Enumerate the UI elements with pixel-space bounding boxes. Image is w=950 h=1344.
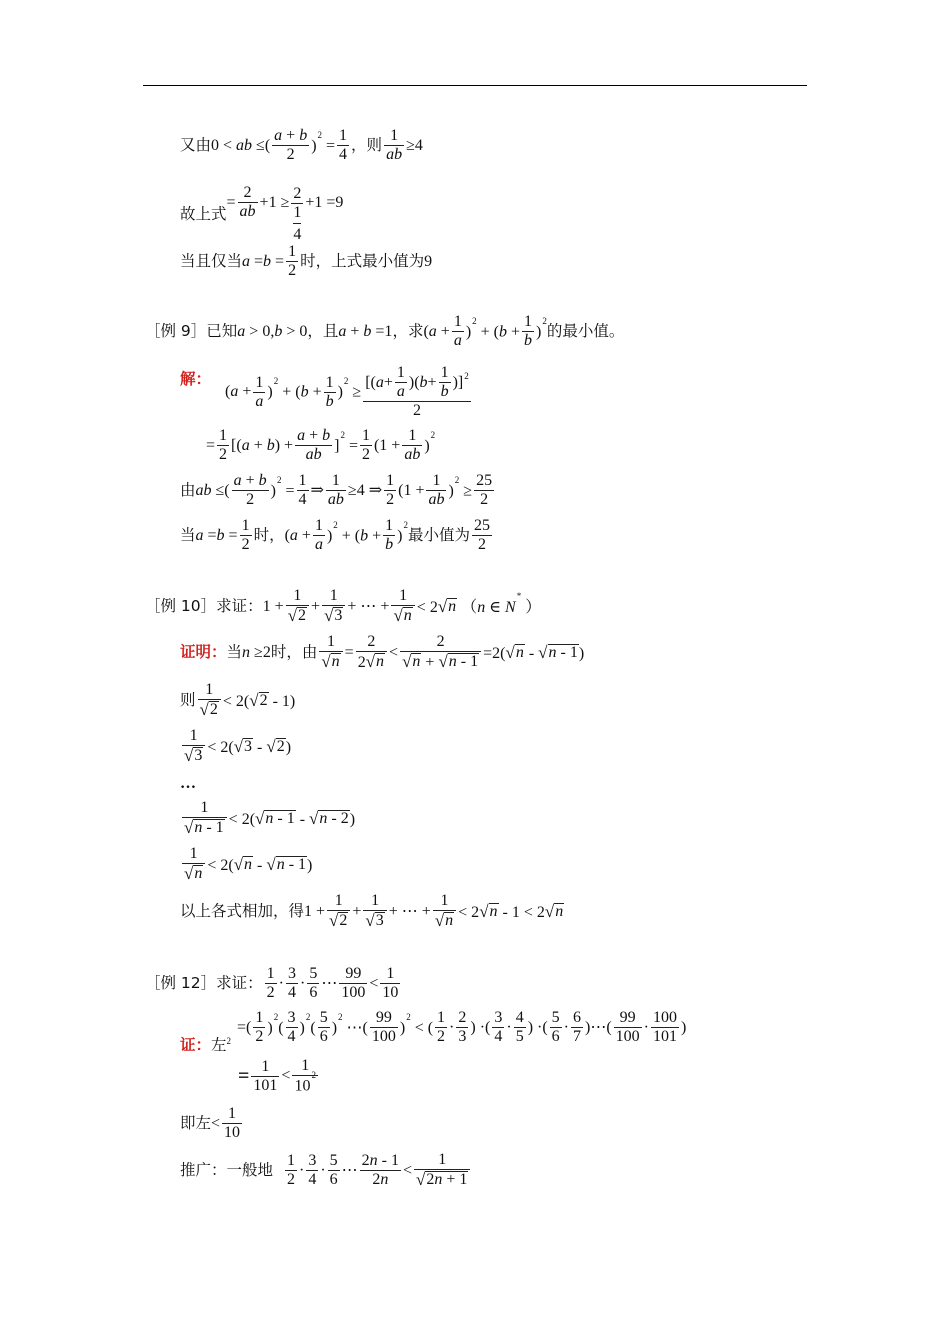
fraction: 1 √ 2 [327,893,350,930]
math: < [211,1114,221,1132]
fraction: $\frac{1}{101}$ [253,1057,278,1094]
fraction: 1 √ n [319,634,342,671]
example-10-statement [145,588,541,625]
fraction: 3 4 [308,1152,317,1188]
fraction: 5 6 [329,1152,338,1188]
math: )$^2$ = [311,129,336,155]
label-zheng: 证： [180,1035,212,1054]
math: +1 ≥ [259,193,290,211]
fraction: 1 √ n [391,588,414,625]
text-zuixiaozhi: 的最小值。 [546,321,625,340]
proof-10-line-4 [180,800,355,837]
math: < [389,643,399,661]
math: )$^2$( [299,1011,316,1037]
proof-12-line-1 [180,1009,687,1054]
math: ⇒ [310,481,324,499]
math: ≥4 ⇒ [347,481,383,499]
fraction: 1 10 [224,1105,241,1141]
fraction: $\frac{2}{ab}$ [239,184,256,220]
text-zuo: 左 [211,1035,227,1054]
example-9-statement [145,314,624,349]
math: )$^2$ + (b + [465,315,521,341]
text-shi: 时， [253,525,285,544]
fraction: 2 1 4 [293,185,302,243]
math: ⋯ [341,1161,358,1179]
math: )$^2$ + (b + [267,376,322,401]
fraction: 99 100 [371,1009,396,1045]
text-qiu: ，求 [392,321,424,340]
fraction: 1 2 [266,965,275,1001]
math: + [352,902,362,920]
fraction: 1 √ 3 [322,588,345,625]
fraction: 100 101 [652,1009,677,1045]
math: = [344,643,354,661]
math: ) ·( [470,1018,491,1036]
fraction: 1 2 [255,1009,264,1045]
fraction: $\frac{1}{a}$ [314,517,323,553]
fraction: [( a + 1 a )( b + 1 b )] 2 2 [365,364,469,419]
fraction: 99 100 [341,965,366,1001]
fraction: $\frac{1}{a}$ [453,313,462,349]
math: · [299,1161,305,1179]
line-3 [180,244,432,279]
fraction: 1 √ n - 1 [182,800,227,837]
fraction: 4 5 [515,1009,524,1045]
fraction: $\frac{25}{2}$ [476,472,493,508]
math: < 2 √ n （n ∈ N* ） [416,591,542,616]
fraction: 1 2 [437,1009,446,1045]
math: · [449,1018,455,1036]
text-dots: … [180,775,196,792]
math: ) ·( [527,1018,548,1036]
fraction: $\frac{1}{2}$ [219,427,228,463]
math: · [643,1018,649,1036]
text-sum: 以上各式相加，得 [180,901,305,920]
fraction: 1 √ 2 [198,682,221,719]
math: 1 + [262,597,284,615]
proof-12-line-3 [180,1106,244,1141]
math: < 2( √ n - 1 - √ n - 2 ) [228,808,356,828]
math: +1 =9 [305,193,344,211]
math: )$^2$ ⋯( [331,1011,368,1037]
fraction: 3 4 [287,1009,296,1045]
fraction: 2n - 1 2n [361,1152,399,1188]
math: )$^2$ [397,519,408,545]
math: )$^2$ ≥ [448,474,473,500]
text-ex9: ［例 9］已知 [145,321,238,340]
math: < 2( √ n - √ n - 1 ) [207,854,313,874]
fraction: 2 3 [458,1009,467,1045]
fraction: $\frac{1}{ab}$ [327,472,344,508]
header-rule [143,85,807,86]
line-2 [180,174,344,243]
math: 1 + [304,902,326,920]
math: < 2( √ 2 - 1) [222,690,296,710]
fraction: 1 2 [386,472,395,508]
proof-10-line-6 [180,893,564,930]
solution-9-line-3 [180,473,496,508]
math: ≥4 [406,136,423,154]
fraction: $\frac{1}{ab}$ [428,472,445,508]
fraction: 5 6 [309,965,318,1001]
fraction: 3 4 [494,1009,503,1045]
math: [(a + b) + [231,436,294,454]
text-shi: 时，上式最小值为 [300,251,425,270]
text-shiyou: 时，由 [270,642,318,661]
fraction: 99 100 [615,1009,640,1045]
math: )$^2$( [267,1011,284,1037]
math: · [299,974,306,992]
math: < [403,1161,413,1179]
fraction: 2 √ n + √ n - 1 [400,634,481,671]
math: < [369,974,379,992]
fraction: $\frac{1}{2}$ [361,427,370,463]
fraction: 1 √ 3 [182,728,205,765]
fraction: $\frac{1}{b}$ [524,313,533,349]
fraction: 2 2 √ n [356,634,387,671]
text-ze: ，则 [351,135,383,154]
fraction: $\frac{1}{2}$ [241,517,250,553]
fraction: 1 10 [382,965,399,1001]
proof-10-line-5 [180,846,312,883]
fraction: 1 2 [287,1152,296,1188]
text-nine: 9 [424,252,433,270]
fraction: $\frac{1}{4}$ [298,472,307,508]
text-zuixiao: 最小值为 [408,525,471,544]
math: (a + [225,383,252,400]
math: + [311,597,321,615]
math: )$^2$ < ( [399,1011,434,1037]
fraction: $\frac{a + b}{ab}$ [297,427,331,463]
fraction: $\frac{1}{2}$ [288,243,297,279]
fraction: 5 6 [551,1009,560,1045]
math: (a + [284,526,311,544]
math: ) [680,1018,687,1036]
text-youyou: 又由 [180,135,212,154]
fraction: 1 $10^2$ [294,1057,316,1095]
math: =2( √ n - √ n - 1 ) [483,642,585,662]
fraction: a + b 2 [233,472,267,508]
text-jizuo: 即左 [180,1113,212,1132]
text-ex10: ［例 10］求证： [145,596,263,615]
solution-9-line-4 [180,518,494,553]
solution-9-line-2 [206,428,435,463]
label-jie: 解： [180,370,212,389]
fraction: 6 7 [573,1009,581,1045]
text-dangqiejin: 当且仅当 [180,251,243,270]
text-gushangshi: 故上式 [180,204,227,223]
line-1 [180,128,423,163]
math: = [206,436,216,454]
fraction: $\frac{1}{4}$ [339,127,348,163]
math: )$^2$ + (b + [326,519,382,545]
example-12-statement [145,966,402,1001]
math: ⋯ [321,974,338,992]
text-dang: 当 [226,642,243,661]
proof-10-line-3 [180,728,291,765]
text-ex12: ［例 12］求证： [145,973,263,992]
math: · [563,1018,569,1036]
fraction: a + b 2 [274,127,308,163]
fraction: 3 4 [287,965,296,1001]
fraction: 1 √ n [182,846,205,883]
text-dang: 当 [180,525,196,544]
math: (1 + [398,481,425,499]
math: a =b = [195,526,238,544]
fraction: 1 √ 3 [363,893,386,930]
proof-10-line-1 [180,634,584,671]
text-ze: 则 [180,690,196,709]
math: )$^2$ ≥ [337,376,362,401]
fraction: 5 6 [319,1009,328,1045]
fraction: 25 2 [474,517,491,553]
proof-12-line-4 [180,1152,472,1189]
math: < 2( √ 3 - √ 2 ) [207,736,292,756]
math: = [238,1065,250,1088]
math: )$^2$ = [270,474,295,500]
solution-9-line-1 [180,365,473,419]
text-qie: ，且 [307,321,339,340]
math: )⋯( [585,1018,612,1036]
math: · [278,974,284,992]
math: ab ≤( [195,481,230,499]
math: < [281,1067,291,1085]
math: 0 < ab ≤( [211,136,271,154]
fraction: 1 √ 2 [286,588,309,625]
fraction: $\frac{1}{a}$ [255,373,264,410]
math: ]$^2$ = [334,429,358,455]
math: · [506,1018,512,1036]
math: + ⋯ + [388,902,431,920]
fraction: $\frac{1}{ab}$ [386,127,403,163]
math: (1 + [373,436,401,454]
math: =( [237,1018,252,1036]
math: = [226,193,236,211]
math: a =b = [242,252,285,270]
label-zhengming: 证明： [180,642,227,661]
text-you: 由 [180,480,196,499]
math: a > 0,b > 0 [237,322,308,340]
fraction: $\frac{1}{ab}$ [404,427,421,463]
fraction: 1 √ n [433,893,456,930]
math: n ≥2 [242,643,271,661]
math: · [320,1161,326,1179]
proof-10-ellipsis [180,776,196,792]
proof-10-line-2 [180,682,295,719]
math: )$^2$ [536,315,547,341]
fraction: $\frac{1}{b}$ [385,517,394,553]
proof-12-line-2 [238,1058,320,1094]
text-tuiguang: 推广：一般地 [180,1160,274,1179]
math: a + b =1 [338,322,393,340]
math: 2 [226,1036,232,1046]
math: < 2 √ n - 1 < 2 √ n [458,901,564,921]
fraction: 1 √ 2n + 1 [414,1152,470,1189]
math: )$^2$ [424,429,436,455]
math: (a + [423,322,450,340]
math: + ⋯ + [347,597,390,615]
fraction: $\frac{1}{b}$ [325,373,334,410]
